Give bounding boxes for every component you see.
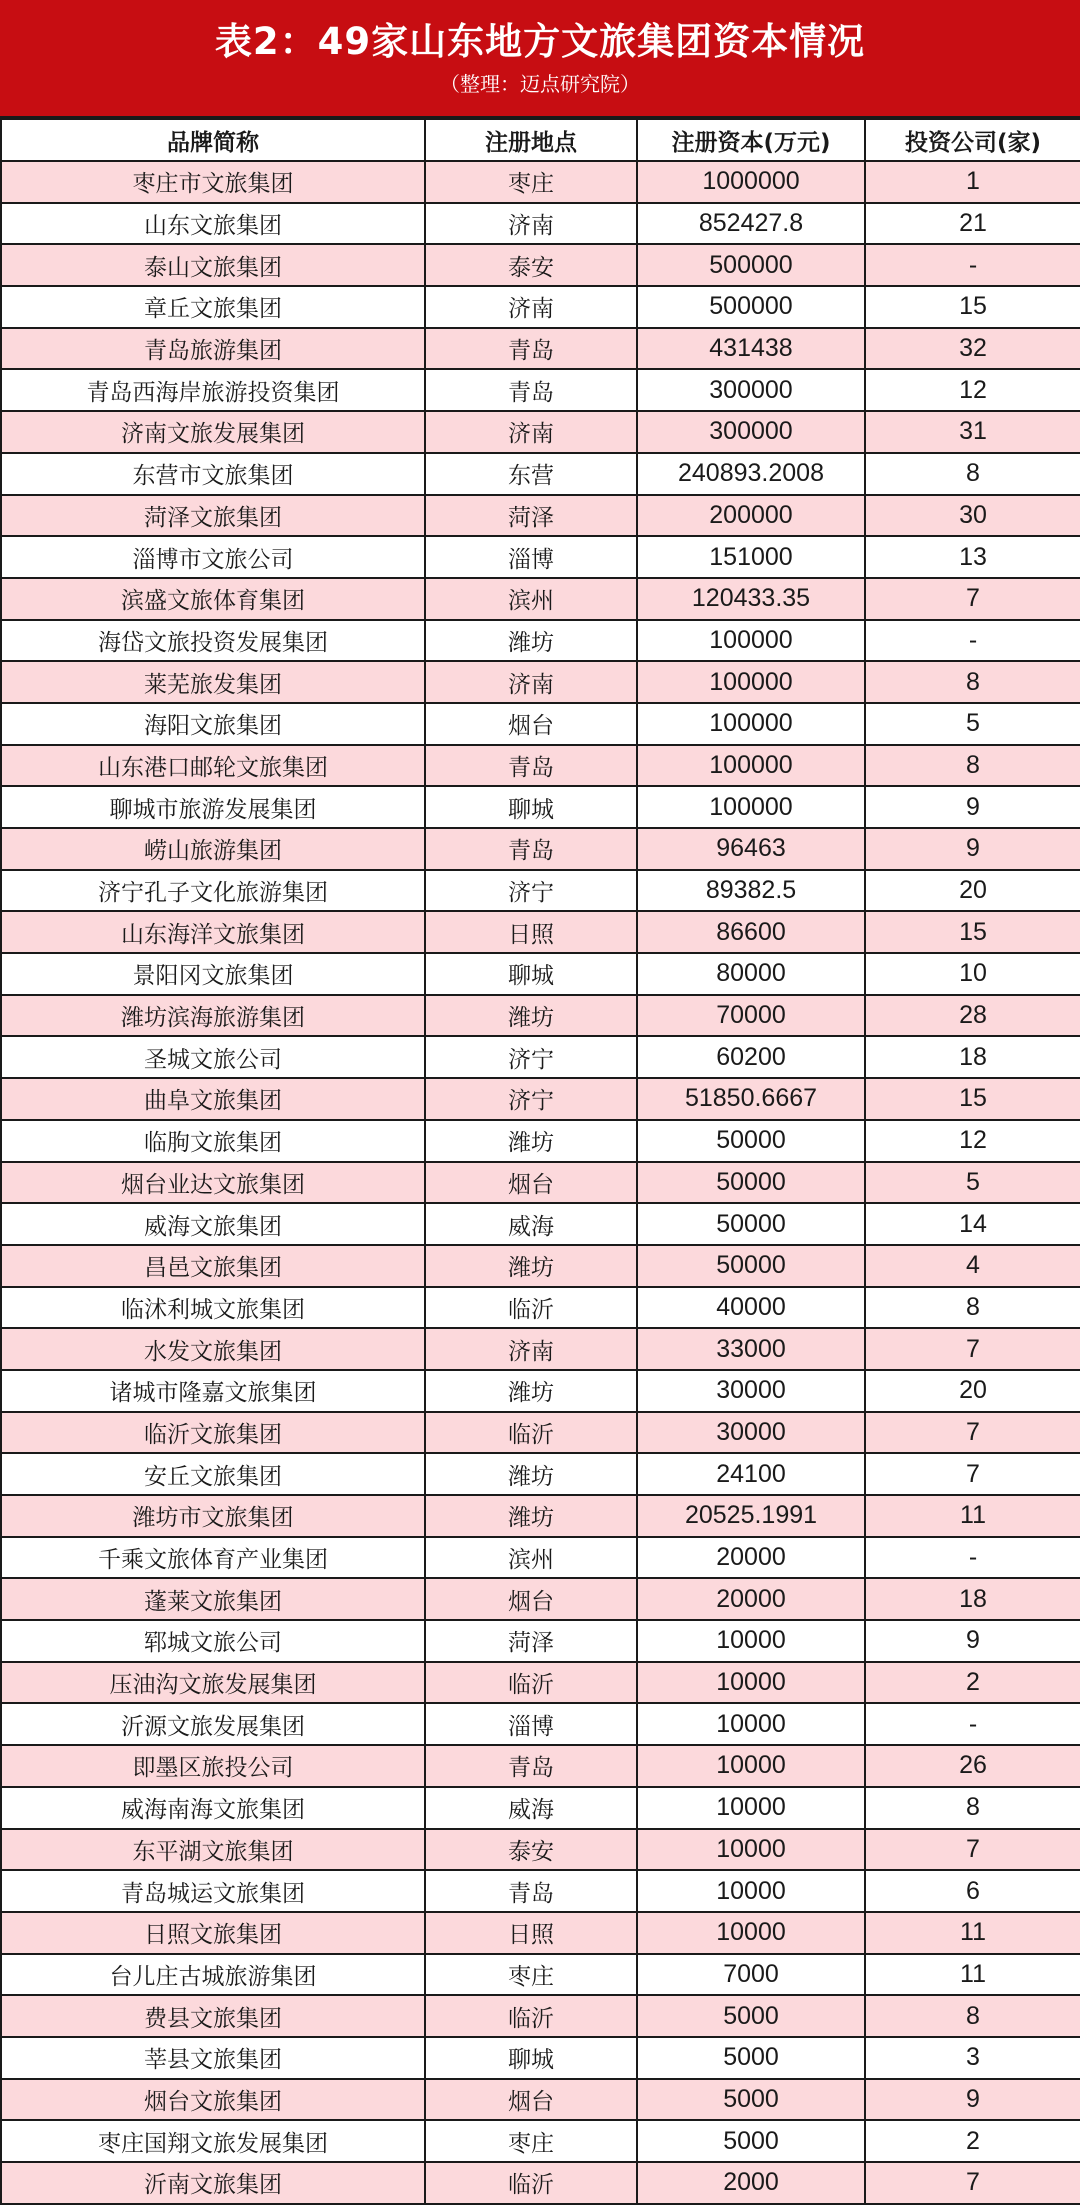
- location-cell: 潍坊: [425, 1245, 637, 1287]
- location-cell: 青岛: [425, 1745, 637, 1787]
- table-row: [1, 1162, 1080, 1204]
- table-row: [1, 1620, 1080, 1662]
- companies-cell: 13: [865, 536, 1080, 578]
- table-row: [1, 1912, 1080, 1954]
- companies-cell: 20: [865, 1370, 1080, 1412]
- companies-cell: 9: [865, 828, 1080, 870]
- capital-cell: 70000: [637, 995, 865, 1037]
- capital-cell: 300000: [637, 369, 865, 411]
- capital-cell: 40000: [637, 1287, 865, 1329]
- location-cell: 烟台: [425, 1578, 637, 1620]
- column-header-companies: 投资公司(家): [865, 119, 1080, 161]
- companies-cell: -: [865, 620, 1080, 662]
- location-cell: 菏泽: [425, 495, 637, 537]
- location-cell: 济宁: [425, 1078, 637, 1120]
- location-cell: 烟台: [425, 1162, 637, 1204]
- brand-cell: 淄博市文旅公司: [1, 536, 425, 578]
- table-row: [1, 1036, 1080, 1078]
- brand-cell: 费县文旅集团: [1, 1995, 425, 2037]
- location-cell: 济南: [425, 661, 637, 703]
- capital-cell: 10000: [637, 1912, 865, 1954]
- brand-cell: 圣城文旅公司: [1, 1036, 425, 1078]
- companies-cell: 8: [865, 1287, 1080, 1329]
- capital-cell: 51850.6667: [637, 1078, 865, 1120]
- companies-cell: 8: [865, 1995, 1080, 2037]
- brand-cell: 曲阜文旅集团: [1, 1078, 425, 1120]
- table-row: [1, 1829, 1080, 1871]
- location-cell: 临沂: [425, 2162, 637, 2204]
- location-cell: 枣庄: [425, 1954, 637, 1996]
- table-row: [1, 661, 1080, 703]
- location-cell: 聊城: [425, 953, 637, 995]
- location-cell: 日照: [425, 911, 637, 953]
- table-row: [1, 1954, 1080, 1996]
- capital-cell: 30000: [637, 1370, 865, 1412]
- brand-cell: 日照文旅集团: [1, 1912, 425, 1954]
- brand-cell: 莘县文旅集团: [1, 2037, 425, 2079]
- table-row: [1, 1328, 1080, 1370]
- companies-cell: 5: [865, 1162, 1080, 1204]
- capital-cell: 120433.35: [637, 578, 865, 620]
- table-row: [1, 1787, 1080, 1829]
- capital-cell: 10000: [637, 1870, 865, 1912]
- table-row: [1, 453, 1080, 495]
- location-cell: 泰安: [425, 1829, 637, 1871]
- companies-cell: 28: [865, 995, 1080, 1037]
- table-row: [1, 1203, 1080, 1245]
- table-row: [1, 1703, 1080, 1745]
- table-row: [1, 2079, 1080, 2121]
- companies-cell: 11: [865, 1912, 1080, 1954]
- location-cell: 潍坊: [425, 620, 637, 662]
- table-row: [1, 286, 1080, 328]
- location-cell: 临沂: [425, 1287, 637, 1329]
- companies-cell: 7: [865, 1453, 1080, 1495]
- location-cell: 青岛: [425, 828, 637, 870]
- brand-cell: 千乘文旅体育产业集团: [1, 1537, 425, 1579]
- capital-cell: 50000: [637, 1245, 865, 1287]
- companies-cell: 7: [865, 1412, 1080, 1454]
- location-cell: 潍坊: [425, 1120, 637, 1162]
- companies-cell: 30: [865, 495, 1080, 537]
- capital-cell: 500000: [637, 244, 865, 286]
- location-cell: 潍坊: [425, 1370, 637, 1412]
- brand-cell: 青岛城运文旅集团: [1, 1870, 425, 1912]
- capital-cell: 10000: [637, 1620, 865, 1662]
- companies-cell: 15: [865, 1078, 1080, 1120]
- brand-cell: 潍坊滨海旅游集团: [1, 995, 425, 1037]
- companies-cell: 7: [865, 1328, 1080, 1370]
- table-row: [1, 786, 1080, 828]
- capital-cell: 1000000: [637, 161, 865, 203]
- location-cell: 济南: [425, 286, 637, 328]
- brand-cell: 东平湖文旅集团: [1, 1829, 425, 1871]
- companies-cell: 8: [865, 453, 1080, 495]
- capital-cell: 20000: [637, 1578, 865, 1620]
- table-row: [1, 495, 1080, 537]
- brand-cell: 菏泽文旅集团: [1, 495, 425, 537]
- location-cell: 菏泽: [425, 1620, 637, 1662]
- capital-cell: 500000: [637, 286, 865, 328]
- location-cell: 青岛: [425, 1870, 637, 1912]
- capital-cell: 7000: [637, 1954, 865, 1996]
- companies-cell: 5: [865, 703, 1080, 745]
- location-cell: 淄博: [425, 1703, 637, 1745]
- table-row: [1, 2037, 1080, 2079]
- table-row: [1, 1370, 1080, 1412]
- table-row: [1, 1245, 1080, 1287]
- brand-cell: 沂南文旅集团: [1, 2162, 425, 2204]
- table-row: [1, 1412, 1080, 1454]
- companies-cell: 32: [865, 328, 1080, 370]
- brand-cell: 青岛旅游集团: [1, 328, 425, 370]
- table-row: [1, 1870, 1080, 1912]
- brand-cell: 景阳冈文旅集团: [1, 953, 425, 995]
- companies-cell: 14: [865, 1203, 1080, 1245]
- table-row: [1, 953, 1080, 995]
- companies-cell: 4: [865, 1245, 1080, 1287]
- companies-cell: 9: [865, 786, 1080, 828]
- location-cell: 聊城: [425, 786, 637, 828]
- capital-cell: 89382.5: [637, 870, 865, 912]
- brand-cell: 烟台业达文旅集团: [1, 1162, 425, 1204]
- location-cell: 临沂: [425, 1412, 637, 1454]
- capital-cell: 10000: [637, 1787, 865, 1829]
- table-row: [1, 578, 1080, 620]
- location-cell: 威海: [425, 1203, 637, 1245]
- brand-cell: 郓城文旅公司: [1, 1620, 425, 1662]
- companies-cell: 18: [865, 1036, 1080, 1078]
- location-cell: 潍坊: [425, 995, 637, 1037]
- column-header-location: 注册地点: [425, 119, 637, 161]
- table-row: [1, 745, 1080, 787]
- capital-cell: 5000: [637, 1995, 865, 2037]
- table-row: [1, 536, 1080, 578]
- brand-cell: 枣庄国翔文旅发展集团: [1, 2120, 425, 2162]
- capital-table: [0, 118, 1080, 2205]
- brand-cell: 昌邑文旅集团: [1, 1245, 425, 1287]
- page-subtitle: （整理：迈点研究院）: [440, 72, 640, 96]
- location-cell: 枣庄: [425, 161, 637, 203]
- capital-cell: 50000: [637, 1162, 865, 1204]
- brand-cell: 济宁孔子文化旅游集团: [1, 870, 425, 912]
- table-row: [1, 870, 1080, 912]
- table-row: [1, 995, 1080, 1037]
- capital-cell: 852427.8: [637, 203, 865, 245]
- companies-cell: 12: [865, 1120, 1080, 1162]
- location-cell: 泰安: [425, 244, 637, 286]
- companies-cell: 7: [865, 1829, 1080, 1871]
- companies-cell: 3: [865, 2037, 1080, 2079]
- table-row: [1, 828, 1080, 870]
- capital-cell: 60200: [637, 1036, 865, 1078]
- brand-cell: 安丘文旅集团: [1, 1453, 425, 1495]
- capital-cell: 50000: [637, 1120, 865, 1162]
- location-cell: 烟台: [425, 2079, 637, 2121]
- brand-cell: 枣庄市文旅集团: [1, 161, 425, 203]
- table-row: [1, 1662, 1080, 1704]
- brand-cell: 济南文旅发展集团: [1, 411, 425, 453]
- companies-cell: 8: [865, 745, 1080, 787]
- location-cell: 临沂: [425, 1662, 637, 1704]
- location-cell: 青岛: [425, 745, 637, 787]
- table-row: [1, 369, 1080, 411]
- companies-cell: 1: [865, 161, 1080, 203]
- capital-cell: 20000: [637, 1537, 865, 1579]
- capital-cell: 80000: [637, 953, 865, 995]
- capital-cell: 20525.1991: [637, 1495, 865, 1537]
- location-cell: 枣庄: [425, 2120, 637, 2162]
- companies-cell: -: [865, 244, 1080, 286]
- companies-cell: -: [865, 1703, 1080, 1745]
- companies-cell: 7: [865, 578, 1080, 620]
- brand-cell: 威海文旅集团: [1, 1203, 425, 1245]
- location-cell: 济南: [425, 203, 637, 245]
- capital-cell: 2000: [637, 2162, 865, 2204]
- brand-cell: 蓬莱文旅集团: [1, 1578, 425, 1620]
- capital-cell: 24100: [637, 1453, 865, 1495]
- capital-cell: 10000: [637, 1829, 865, 1871]
- capital-cell: 30000: [637, 1412, 865, 1454]
- table-header-row: [1, 119, 1080, 161]
- companies-cell: 9: [865, 1620, 1080, 1662]
- capital-cell: 431438: [637, 328, 865, 370]
- column-header-brand: 品牌简称: [1, 119, 425, 161]
- location-cell: 潍坊: [425, 1495, 637, 1537]
- location-cell: 滨州: [425, 1537, 637, 1579]
- capital-cell: 10000: [637, 1662, 865, 1704]
- brand-cell: 山东文旅集团: [1, 203, 425, 245]
- capital-cell: 5000: [637, 2079, 865, 2121]
- companies-cell: 9: [865, 2079, 1080, 2121]
- table-row: [1, 411, 1080, 453]
- table-row: [1, 1537, 1080, 1579]
- companies-cell: 2: [865, 1662, 1080, 1704]
- brand-cell: 山东港口邮轮文旅集团: [1, 745, 425, 787]
- brand-cell: 章丘文旅集团: [1, 286, 425, 328]
- brand-cell: 台儿庄古城旅游集团: [1, 1954, 425, 1996]
- brand-cell: 莱芜旅发集团: [1, 661, 425, 703]
- capital-cell: 5000: [637, 2120, 865, 2162]
- companies-cell: 11: [865, 1495, 1080, 1537]
- table-row: [1, 1495, 1080, 1537]
- brand-cell: 即墨区旅投公司: [1, 1745, 425, 1787]
- companies-cell: 8: [865, 1787, 1080, 1829]
- capital-cell: 5000: [637, 2037, 865, 2079]
- capital-cell: 100000: [637, 786, 865, 828]
- table-row: [1, 161, 1080, 203]
- table-row: [1, 244, 1080, 286]
- brand-cell: 海岱文旅投资发展集团: [1, 620, 425, 662]
- companies-cell: 10: [865, 953, 1080, 995]
- capital-cell: 100000: [637, 745, 865, 787]
- capital-cell: 300000: [637, 411, 865, 453]
- table-row: [1, 911, 1080, 953]
- brand-cell: 压油沟文旅发展集团: [1, 1662, 425, 1704]
- table-row: [1, 1078, 1080, 1120]
- location-cell: 威海: [425, 1787, 637, 1829]
- companies-cell: -: [865, 1537, 1080, 1579]
- brand-cell: 青岛西海岸旅游投资集团: [1, 369, 425, 411]
- table-row: [1, 203, 1080, 245]
- companies-cell: 15: [865, 911, 1080, 953]
- capital-cell: 33000: [637, 1328, 865, 1370]
- location-cell: 青岛: [425, 369, 637, 411]
- companies-cell: 12: [865, 369, 1080, 411]
- table-row: [1, 328, 1080, 370]
- brand-cell: 烟台文旅集团: [1, 2079, 425, 2121]
- location-cell: 东营: [425, 453, 637, 495]
- location-cell: 滨州: [425, 578, 637, 620]
- location-cell: 聊城: [425, 2037, 637, 2079]
- brand-cell: 泰山文旅集团: [1, 244, 425, 286]
- capital-cell: 200000: [637, 495, 865, 537]
- capital-cell: 100000: [637, 661, 865, 703]
- capital-cell: 151000: [637, 536, 865, 578]
- location-cell: 济宁: [425, 870, 637, 912]
- brand-cell: 潍坊市文旅集团: [1, 1495, 425, 1537]
- table-row: [1, 703, 1080, 745]
- companies-cell: 7: [865, 2162, 1080, 2204]
- brand-cell: 临沭利城文旅集团: [1, 1287, 425, 1329]
- table-row: [1, 1745, 1080, 1787]
- capital-cell: 100000: [637, 620, 865, 662]
- brand-cell: 崂山旅游集团: [1, 828, 425, 870]
- table-row: [1, 1995, 1080, 2037]
- location-cell: 临沂: [425, 1995, 637, 2037]
- brand-cell: 临沂文旅集团: [1, 1412, 425, 1454]
- capital-cell: 100000: [637, 703, 865, 745]
- location-cell: 烟台: [425, 703, 637, 745]
- location-cell: 日照: [425, 1912, 637, 1954]
- capital-cell: 10000: [637, 1745, 865, 1787]
- capital-cell: 96463: [637, 828, 865, 870]
- location-cell: 济南: [425, 411, 637, 453]
- table-row: [1, 2162, 1080, 2204]
- companies-cell: 20: [865, 870, 1080, 912]
- companies-cell: 15: [865, 286, 1080, 328]
- location-cell: 济宁: [425, 1036, 637, 1078]
- capital-cell: 86600: [637, 911, 865, 953]
- companies-cell: 18: [865, 1578, 1080, 1620]
- table-body: [1, 161, 1080, 2204]
- brand-cell: 东营市文旅集团: [1, 453, 425, 495]
- column-header-capital: 注册资本(万元): [637, 119, 865, 161]
- companies-cell: 8: [865, 661, 1080, 703]
- table-row: [1, 1453, 1080, 1495]
- page-title: 表2：49家山东地方文旅集团资本情况: [214, 20, 866, 63]
- brand-cell: 海阳文旅集团: [1, 703, 425, 745]
- companies-cell: 2: [865, 2120, 1080, 2162]
- table-row: [1, 1578, 1080, 1620]
- table-row: [1, 2120, 1080, 2162]
- capital-cell: 240893.2008: [637, 453, 865, 495]
- brand-cell: 水发文旅集团: [1, 1328, 425, 1370]
- brand-cell: 沂源文旅发展集团: [1, 1703, 425, 1745]
- table-caption: [0, 0, 1080, 118]
- location-cell: 淄博: [425, 536, 637, 578]
- companies-cell: 26: [865, 1745, 1080, 1787]
- brand-cell: 威海南海文旅集团: [1, 1787, 425, 1829]
- location-cell: 潍坊: [425, 1453, 637, 1495]
- brand-cell: 诸城市隆嘉文旅集团: [1, 1370, 425, 1412]
- companies-cell: 31: [865, 411, 1080, 453]
- location-cell: 济南: [425, 1328, 637, 1370]
- capital-cell: 50000: [637, 1203, 865, 1245]
- table-row: [1, 1287, 1080, 1329]
- table-row: [1, 1120, 1080, 1162]
- brand-cell: 山东海洋文旅集团: [1, 911, 425, 953]
- companies-cell: 11: [865, 1954, 1080, 1996]
- location-cell: 青岛: [425, 328, 637, 370]
- capital-cell: 10000: [637, 1703, 865, 1745]
- brand-cell: 临朐文旅集团: [1, 1120, 425, 1162]
- brand-cell: 聊城市旅游发展集团: [1, 786, 425, 828]
- table-row: [1, 620, 1080, 662]
- brand-cell: 滨盛文旅体育集团: [1, 578, 425, 620]
- companies-cell: 21: [865, 203, 1080, 245]
- companies-cell: 6: [865, 1870, 1080, 1912]
